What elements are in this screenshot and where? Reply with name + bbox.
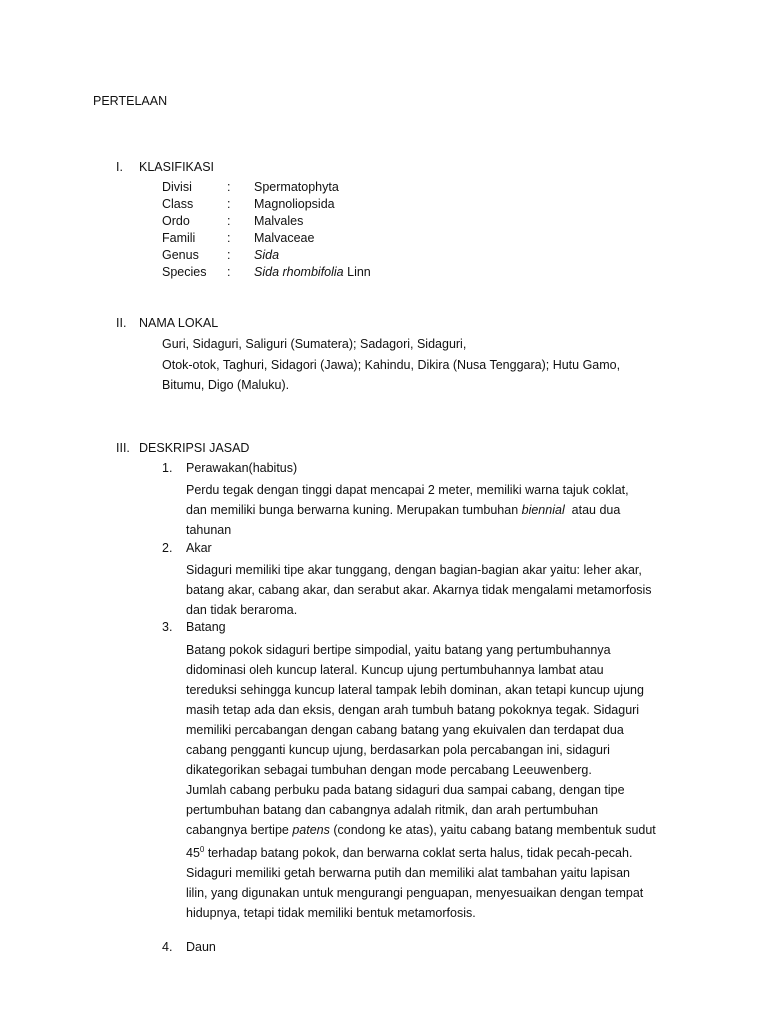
text-span: terhadap batang pokok, dan berwarna coklat serta halus, tidak pecah-pecah. <box>204 846 633 860</box>
text-line: Sidaguri memiliki tipe akar tunggang, dengan bagian-bagian akar yaitu: leher akar, <box>186 563 642 577</box>
section-heading-nama-lokal: NAMA LOKAL <box>139 316 219 330</box>
local-names-paragraph <box>162 334 662 396</box>
text-line: Jumlah cabang perbuku pada batang sidaguri dua sampai cabang, dengan tipe <box>186 783 625 797</box>
text-span: 45 <box>186 846 200 860</box>
text-line: cabang pengganti kuncup ujung, berdasarkan pola percabangan ini, sidaguri <box>186 743 610 757</box>
item-heading-akar: Akar <box>186 541 212 555</box>
item-number: 4. <box>162 940 173 954</box>
item-heading-daun: Daun <box>186 940 216 954</box>
classification-colon: : <box>227 265 231 279</box>
item-heading-habitus: Perawakan(habitus) <box>186 461 298 475</box>
classification-value <box>254 265 371 279</box>
classification-value: Sida <box>254 248 280 262</box>
text-line: Batang pokok sidaguri bertipe simpodial, yaitu batang yang pertumbuhannya <box>186 643 611 657</box>
degree-superscript: 0 <box>199 845 205 854</box>
text-line <box>186 500 691 520</box>
classification-colon: : <box>227 231 231 245</box>
text-line <box>186 840 691 863</box>
classification-key: Famili <box>162 231 196 245</box>
classification-value: Malvales <box>254 214 304 228</box>
text-line: Guri, Sidaguri, Saliguri (Sumatera); Sadagori, Sidaguri, <box>162 337 467 351</box>
species-name: Sida rhombifolia <box>254 265 344 279</box>
text-span: cabangnya bertipe <box>186 823 293 837</box>
section-number-deskripsi: III. <box>116 441 130 455</box>
text-span: dan memiliki bunga berwarna kuning. Merupakan tumbuhan <box>186 503 522 517</box>
italic-term: biennial <box>521 503 565 517</box>
page-title: PERTELAAN <box>93 94 168 108</box>
section-number-nama-lokal: II. <box>116 316 127 330</box>
habitus-paragraph <box>186 480 691 540</box>
classification-key: Genus <box>162 248 199 262</box>
text-line: dikategorikan sebagai tumbuhan dengan mode percabang Leeuwenberg. <box>186 763 592 777</box>
text-line: masih tetap ada dan eksis, dengan arah tumbuh batang pokoknya tegak. Sidaguri <box>186 703 640 717</box>
classification-value: Spermatophyta <box>254 180 339 194</box>
text-span: atau dua <box>564 503 621 517</box>
item-number: 1. <box>162 461 173 475</box>
item-heading-batang: Batang <box>186 620 226 634</box>
text-line: Sidaguri memiliki getah berwarna putih dan memiliki alat tambahan yaitu lapisan <box>186 866 630 880</box>
text-line: memiliki percabangan dengan cabang batang yang ekuivalen dan terdapat dua <box>186 723 624 737</box>
text-line: batang akar, cabang akar, dan serabut akar. Akarnya tidak mengalami metamorfosis <box>186 583 652 597</box>
item-number: 3. <box>162 620 173 634</box>
classification-value: Malvaceae <box>254 231 315 245</box>
classification-colon: : <box>227 248 231 262</box>
text-line <box>186 820 691 840</box>
text-line: didominasi oleh kuncup lateral. Kuncup ujung pertumbuhannya lambat atau <box>186 663 604 677</box>
item-number: 2. <box>162 541 173 555</box>
text-line: Bitumu, Digo (Maluku). <box>162 378 290 392</box>
classification-colon: : <box>227 214 231 228</box>
classification-key: Divisi <box>162 180 192 194</box>
text-span: (condong ke atas), yaitu cabang batang membentuk sudut <box>329 823 656 837</box>
text-line: tahunan <box>186 523 232 537</box>
classification-colon: : <box>227 197 231 211</box>
classification-colon: : <box>227 180 231 194</box>
classification-key: Class <box>162 197 194 211</box>
classification-key: Ordo <box>162 214 190 228</box>
text-line: pertumbuhan batang dan cabangnya adalah ritmik, dan arah pertumbuhan <box>186 803 599 817</box>
text-line: tereduksi sehingga kuncup lateral tampak lebih dominan, akan tetapi kuncup ujung <box>186 683 644 697</box>
batang-paragraph <box>186 640 691 923</box>
species-author: Linn <box>343 265 371 279</box>
classification-value: Magnoliopsida <box>254 197 335 211</box>
section-heading-deskripsi: DESKRIPSI JASAD <box>139 441 250 455</box>
akar-paragraph <box>186 560 691 620</box>
classification-key: Species <box>162 265 207 279</box>
section-heading-klasifikasi: KLASIFIKASI <box>139 160 215 174</box>
italic-term: patens <box>292 823 330 837</box>
section-number-klasifikasi: I. <box>116 160 123 174</box>
text-line: lilin, yang digunakan untuk mengurangi penguapan, menyesuaikan dengan tempat <box>186 886 644 900</box>
text-line: Perdu tegak dengan tinggi dapat mencapai 2 meter, memiliki warna tajuk coklat, <box>186 483 629 497</box>
text-line: hidupnya, tetapi tidak memiliki bentuk metamorfosis. <box>186 906 476 920</box>
text-line: Otok-otok, Taghuri, Sidagori (Jawa); Kahindu, Dikira (Nusa Tenggara); Hutu Gamo, <box>162 357 621 372</box>
text-line: dan tidak beraroma. <box>186 603 298 617</box>
